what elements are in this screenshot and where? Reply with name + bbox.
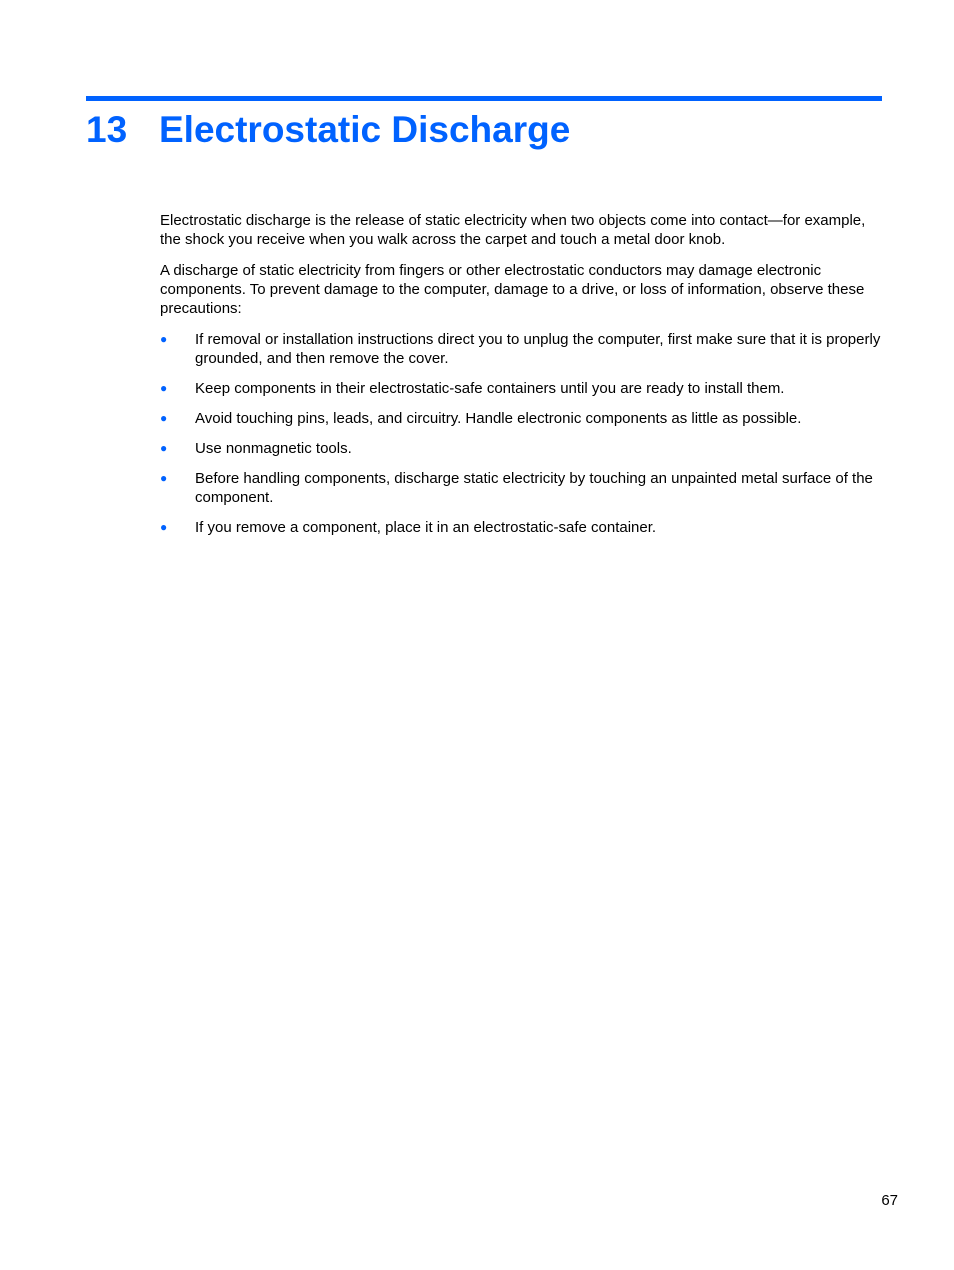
intro-paragraph: Electrostatic discharge is the release of static electricity when two objects come into contact—for example, the shock you receive when you walk across the carpet and touch a metal door knob. <box>160 212 866 248</box>
list-item <box>160 518 882 537</box>
list-item <box>160 409 882 428</box>
bullet-icon: ● <box>160 471 168 485</box>
chapter-heading <box>86 106 570 154</box>
bullet-icon: ● <box>160 520 168 534</box>
list-item <box>160 379 882 398</box>
list-item <box>160 439 882 458</box>
list-item-text: Avoid touching pins, leads, and circuitry. Handle electronic components as little as possible. <box>195 410 802 427</box>
list-item-text: Use nonmagnetic tools. <box>195 440 352 457</box>
page-number: 67 <box>881 1192 898 1209</box>
body-content <box>160 211 882 548</box>
bullet-icon: ● <box>160 381 168 395</box>
bullet-icon: ● <box>160 411 168 425</box>
bullet-icon: ● <box>160 332 168 346</box>
precautions-intro-paragraph: A discharge of static electricity from fingers or other electrostatic conductors may damage electronic components. To prevent damage to the computer, damage to a drive, or loss of information, observe these precautions: <box>160 262 865 317</box>
chapter-title: Electrostatic Discharge <box>159 109 571 150</box>
chapter-rule <box>86 96 882 101</box>
list-item <box>160 469 882 507</box>
list-item-text: If removal or installation instructions direct you to unplug the computer, first make sure that it is properly grounded, and then remove the cover. <box>195 331 881 367</box>
chapter-number: 13 <box>86 109 128 150</box>
list-item-text: Keep components in their electrostatic-safe containers until you are ready to install them. <box>195 380 785 397</box>
list-item <box>160 330 882 368</box>
list-item-text: Before handling components, discharge static electricity by touching an unpainted metal surface of the component. <box>195 470 873 506</box>
list-item-text: If you remove a component, place it in an electrostatic-safe container. <box>195 519 657 536</box>
bullet-icon: ● <box>160 441 168 455</box>
precautions-list <box>160 330 882 537</box>
